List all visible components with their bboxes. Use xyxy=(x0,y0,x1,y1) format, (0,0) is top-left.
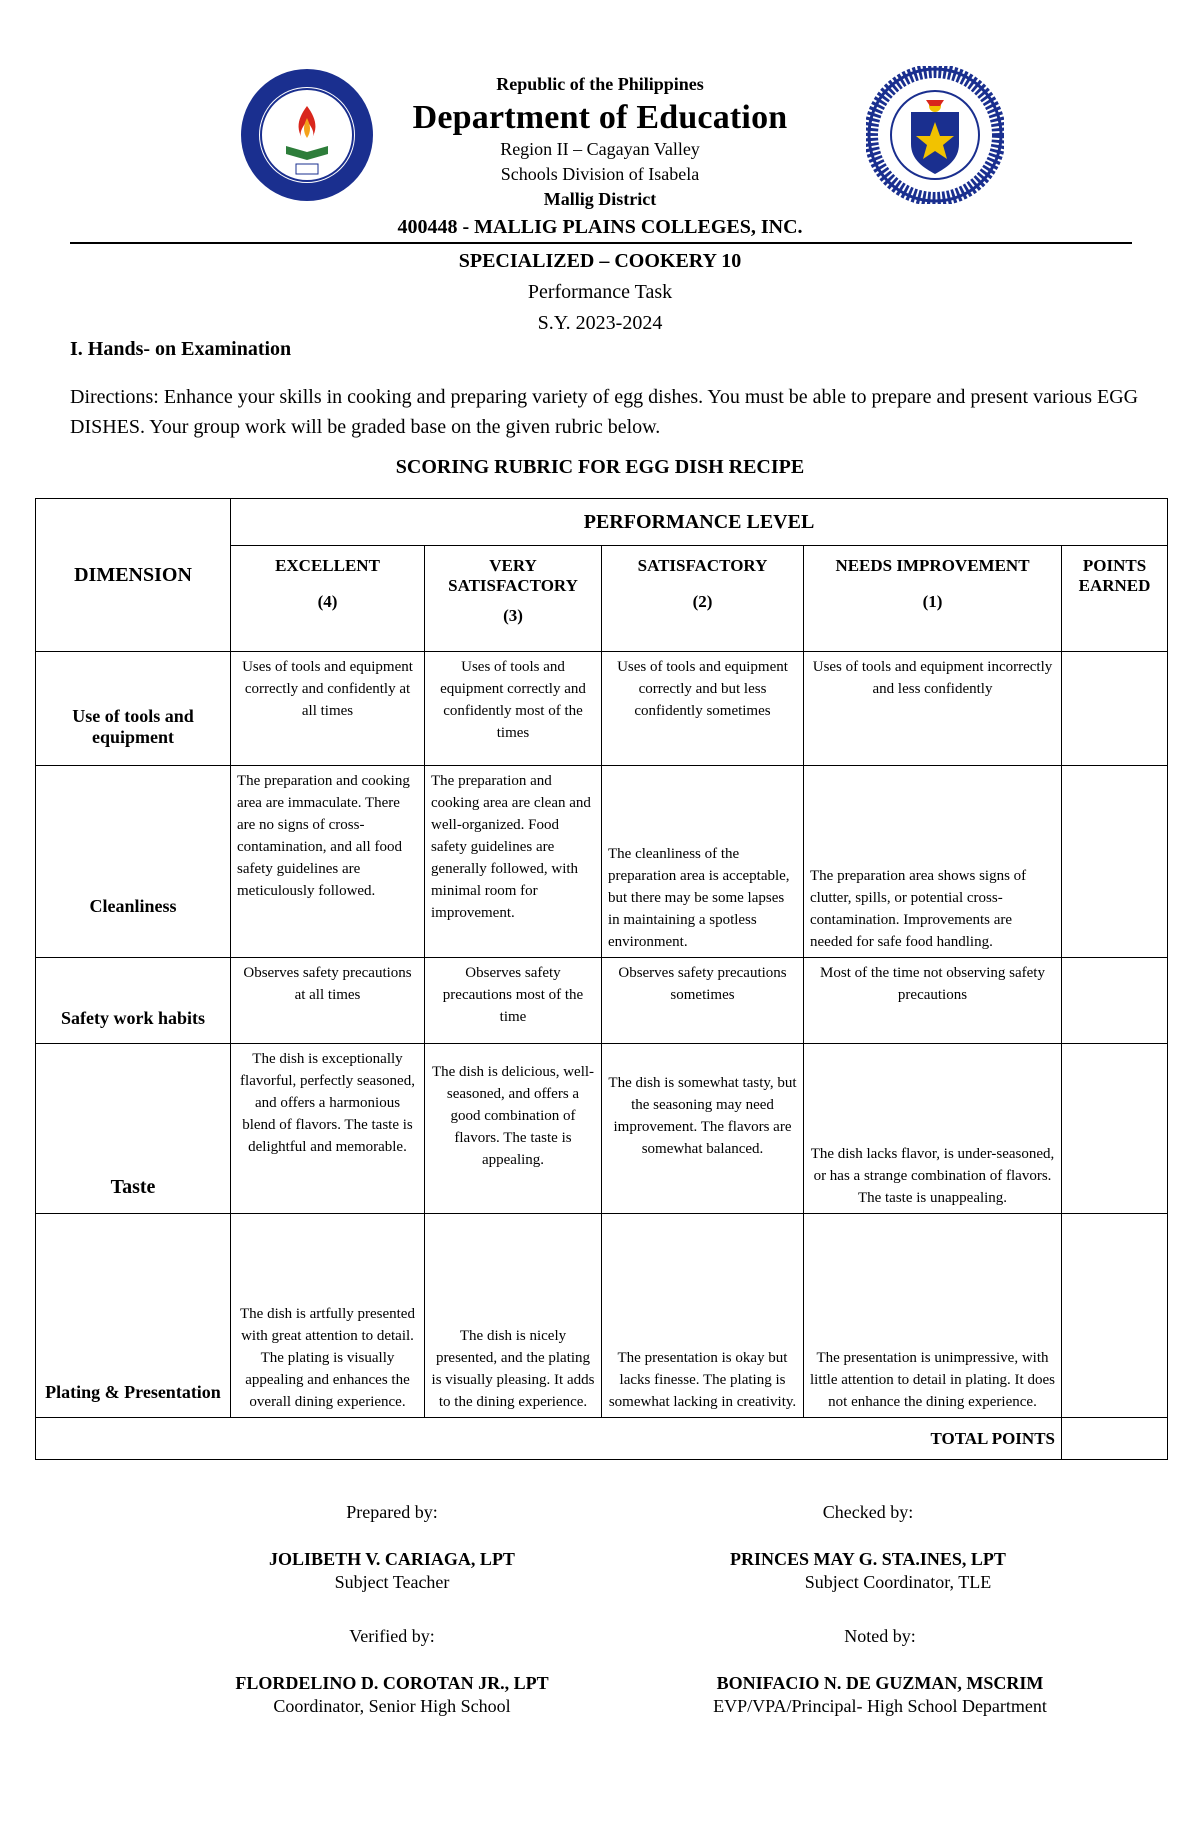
rubric-row-taste xyxy=(36,1044,1168,1214)
rubric-cell: The preparation and cooking area are clean and well-organized. Food safety guidelines are generally followed, with minimal room for improvement. xyxy=(425,766,602,958)
dimension-cell: Taste xyxy=(36,1044,231,1214)
level-needs-improvement xyxy=(804,546,1062,652)
checked-by-label: Checked by: xyxy=(822,1502,914,1522)
noted-by-name: BONIFACIO N. DE GUZMAN, MSCRIM xyxy=(716,1673,1044,1693)
dimension-cell: Cleanliness xyxy=(36,766,231,958)
noted-by-label: Noted by: xyxy=(844,1626,916,1646)
rubric-cell: The dish is artfully presented with great attention to detail. The plating is visually appealing and enhances the overall dining experience. xyxy=(231,1214,425,1418)
points-cell[interactable] xyxy=(1062,1044,1168,1214)
level-score: (4) xyxy=(317,592,338,611)
rubric-cell: Observes safety precautions most of the time xyxy=(425,958,602,1044)
rubric-cell: The dish lacks flavor, is under-seasoned, or has a strange combination of flavors. The taste is unappealing. xyxy=(804,1044,1062,1214)
level-label: EXCELLENT xyxy=(275,556,380,575)
prepared-by-name: JOLIBETH V. CARIAGA, LPT xyxy=(269,1549,515,1569)
level-score: (3) xyxy=(503,606,523,625)
rubric-row-tools xyxy=(36,652,1168,766)
rubric-cell: The preparation and cooking area are immaculate. There are no signs of cross-contamination, and all food safety guidelines are meticulously followed. xyxy=(231,766,425,958)
noted-by-role: EVP/VPA/Principal- High School Department xyxy=(713,1696,1047,1716)
dimension-header: DIMENSION xyxy=(36,499,231,652)
rubric-cell: The dish is delicious, well-seasoned, and offers a good combination of flavors. The taste is appealing. xyxy=(425,1044,602,1214)
rubric-title: SCORING RUBRIC FOR EGG DISH RECIPE xyxy=(395,456,805,478)
prepared-by-role: Subject Teacher xyxy=(334,1572,450,1592)
total-row xyxy=(36,1418,1168,1460)
rubric-cell: Most of the time not observing safety precautions xyxy=(804,958,1062,1044)
header-divider xyxy=(70,242,1132,244)
checked-by-role: Subject Coordinator, TLE xyxy=(804,1572,992,1592)
department-name: Department of Education xyxy=(412,99,788,136)
task-title: Performance Task xyxy=(527,281,673,303)
level-score: (1) xyxy=(922,592,943,611)
points-cell[interactable] xyxy=(1062,958,1168,1044)
dimension-cell: Use of tools and equipment xyxy=(36,652,231,766)
school-line: 400448 - MALLIG PLAINS COLLEGES, INC. xyxy=(397,216,803,238)
rubric-cell: The presentation is okay but lacks finesse. The plating is somewhat lacking in creativity. xyxy=(602,1214,804,1418)
rubric-cell: Observes safety precautions sometimes xyxy=(602,958,804,1044)
performance-level-header: PERFORMANCE LEVEL xyxy=(231,499,1168,546)
verified-by-name: FLORDELINO D. COROTAN JR., LPT xyxy=(235,1673,549,1693)
letterhead xyxy=(0,64,1200,239)
rubric-cell: The dish is nicely presented, and the plating is visually pleasing. It adds to the dining experience. xyxy=(425,1214,602,1418)
rubric-cell: Uses of tools and equipment incorrectly and less confidently xyxy=(804,652,1062,766)
dimension-cell: Safety work habits xyxy=(36,958,231,1044)
dimension-cell: Plating & Presentation xyxy=(36,1214,231,1418)
subject-title: SPECIALIZED – COOKERY 10 xyxy=(458,250,742,272)
rubric-cell: The dish is exceptionally flavorful, perfectly seasoned, and offers a harmonious blend of flavors. The taste is delightful and memorable. xyxy=(231,1044,425,1214)
division-line: Schools Division of Isabela xyxy=(500,164,700,184)
verified-by-role: Coordinator, Senior High School xyxy=(273,1696,511,1716)
region-line: Region II – Cagayan Valley xyxy=(500,139,700,159)
points-earned-header: POINTS EARNED xyxy=(1062,546,1168,652)
rubric-cell: The preparation area shows signs of clutter, spills, or potential cross-contamination. Improvements are needed for safe food handling. xyxy=(804,766,1062,958)
rubric-cell: Uses of tools and equipment correctly and confidently at all times xyxy=(231,652,425,766)
rubric-cell: The cleanliness of the preparation area is acceptable, but there may be some lapses in maintaining a spotless environment. xyxy=(602,766,804,958)
total-points-label: TOTAL POINTS xyxy=(36,1418,1062,1460)
rubric-cell: The dish is somewhat tasty, but the seasoning may need improvement. The flavors are somewhat balanced. xyxy=(602,1044,804,1214)
directions-text: Directions: Enhance your skills in cooking and preparing variety of egg dishes. You must be able to prepare and present various EGG DISHES. Your group work will be graded base on the given rubric below. xyxy=(70,386,1139,438)
level-excellent xyxy=(231,546,425,652)
level-label: VERY SATISFACTORY xyxy=(448,556,578,595)
section-heading: I. Hands- on Examination xyxy=(70,338,292,360)
points-cell[interactable] xyxy=(1062,1214,1168,1418)
republic-line: Republic of the Philippines xyxy=(496,74,704,94)
level-score: (2) xyxy=(692,592,713,611)
prepared-by-label: Prepared by: xyxy=(346,1502,438,1522)
school-year: S.Y. 2023-2024 xyxy=(537,312,663,334)
level-very-satisfactory xyxy=(425,546,602,652)
rubric-row-safety xyxy=(36,958,1168,1044)
rubric-cell: Observes safety precautions at all times xyxy=(231,958,425,1044)
header-row-1 xyxy=(36,499,1168,546)
points-cell[interactable] xyxy=(1062,652,1168,766)
district-line: Mallig District xyxy=(543,189,657,209)
rubric-row-cleanliness xyxy=(36,766,1168,958)
level-satisfactory xyxy=(602,546,804,652)
scoring-rubric-table xyxy=(35,498,1168,1460)
level-label: SATISFACTORY xyxy=(637,556,768,575)
rubric-row-plating xyxy=(36,1214,1168,1418)
points-cell[interactable] xyxy=(1062,766,1168,958)
verified-by-label: Verified by: xyxy=(349,1626,435,1646)
noted-by-block xyxy=(600,1626,1160,1717)
rubric-cell: The presentation is unimpressive, with little attention to detail in plating. It does not enhance the dining experience. xyxy=(804,1214,1062,1418)
checked-by-name: PRINCES MAY G. STA.INES, LPT xyxy=(730,1549,1006,1569)
checked-by-block xyxy=(588,1502,1148,1593)
verified-by-block xyxy=(112,1626,672,1717)
total-points-cell[interactable] xyxy=(1062,1418,1168,1460)
level-label: NEEDS IMPROVEMENT xyxy=(835,556,1030,575)
rubric-cell: Uses of tools and equipment correctly and confidently most of the times xyxy=(425,652,602,766)
title-block xyxy=(0,246,1200,335)
rubric-cell: Uses of tools and equipment correctly and but less confidently sometimes xyxy=(602,652,804,766)
